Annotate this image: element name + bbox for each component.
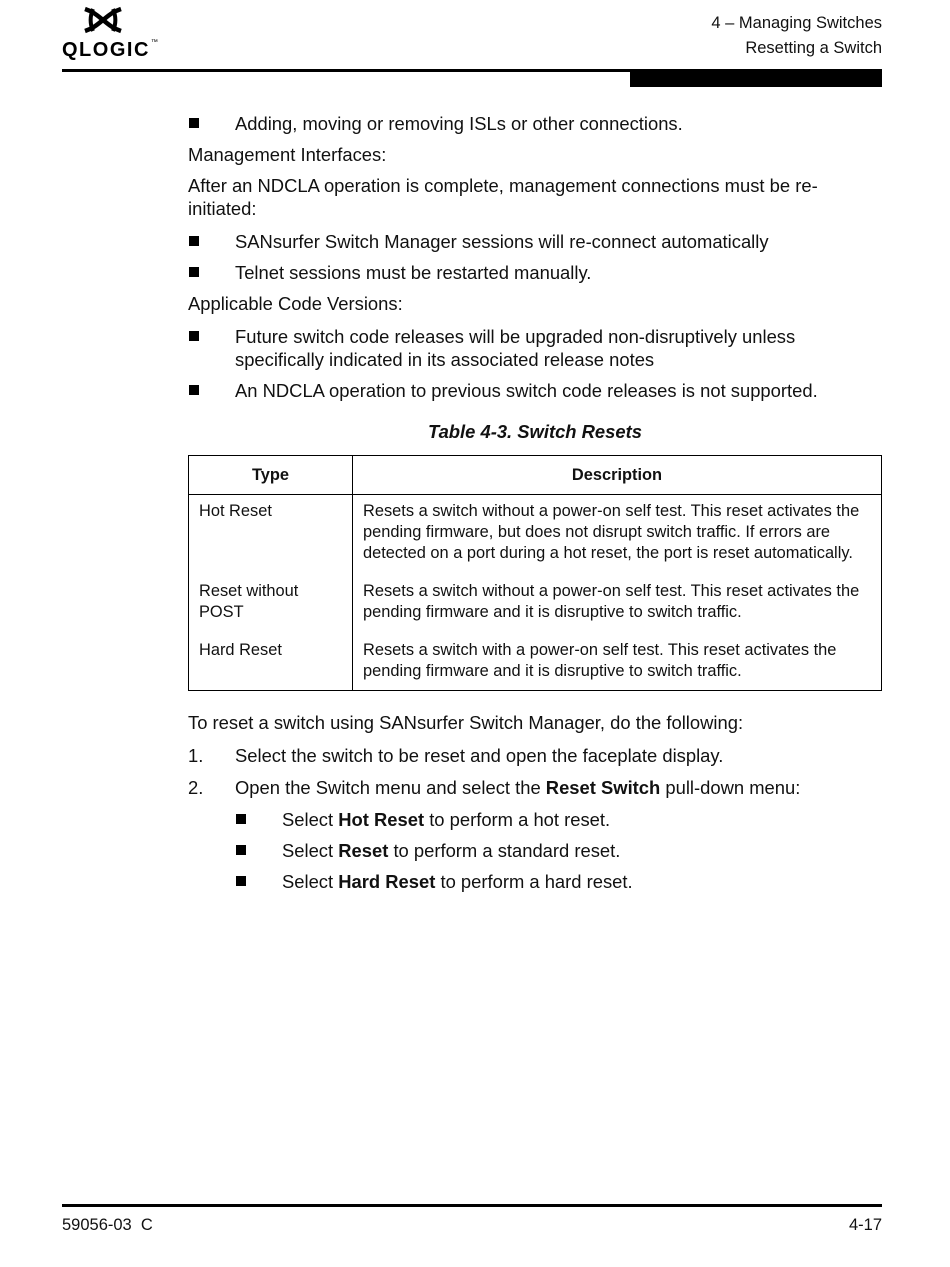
reset-type-cell: Hard Reset [189,628,353,691]
bullet-square-icon [189,236,199,246]
section-title: Resetting a Switch [745,39,882,57]
table-header-row [189,456,882,495]
reset-type-cell: Reset without POST [189,569,353,628]
bullet-square-icon [189,118,199,128]
step-number: 2. [188,777,204,798]
menu-name: Reset Switch [545,777,661,798]
bullet-square-icon [236,845,246,855]
sub-bullet-item: Select Hot Reset to perform a hot reset. [188,808,882,831]
running-header [711,11,882,61]
table-caption: Table 4-3. Switch Resets [428,421,642,442]
step-text: Select the switch to be reset and open the faceplate display. [235,745,724,766]
step-item [188,744,882,767]
step-item: 2. Open the Switch menu and select the Reset Switch pull-down menu: [188,777,801,798]
reset-description-cell: Resets a switch without a power-on self test. This reset activates the pending firmware and it is disruptive to switch traffic. [353,569,882,628]
footer-rule [62,1204,882,1207]
page-body [188,112,882,901]
table-row [189,569,882,628]
bullet-square-icon [236,814,246,824]
column-header-type: Type [189,456,353,495]
document-number: 59056-03 C [62,1216,153,1234]
bullet-square-icon [189,331,199,341]
reset-description-cell: Resets a switch with a power-on self test. This reset activates the pending firmware and it is disruptive to switch traffic. [353,628,882,691]
bullet-item: SANsurfer Switch Manager sessions will re-connect automatically [188,230,882,253]
bullet-square-icon [189,267,199,277]
bullet-item: An NDCLA operation to previous switch code releases is not supported. [188,379,882,402]
chapter-title: 4 – Managing Switches [711,14,882,32]
step-number: 1. [188,745,204,766]
bullet-square-icon [189,385,199,395]
header-tab-bar [630,69,882,87]
code-heading: Applicable Code Versions: [188,293,403,314]
procedure-intro: To reset a switch using SANsurfer Switch Manager, do the following: [188,712,744,733]
column-header-description: Description [353,456,882,495]
table-row [189,628,882,691]
bullet-square-icon [236,876,246,886]
logo-wordmark: QLOGIC™ [62,39,158,61]
reset-type-cell: Hot Reset [189,495,353,570]
switch-resets-table [188,455,882,691]
page-number: 4-17 [848,1216,882,1234]
bullet-item: Adding, moving or removing ISLs or other connections. [188,112,882,135]
mgmt-heading: Management Interfaces: [188,144,387,165]
bullet-item: Telnet sessions must be restarted manually. [188,261,882,284]
qlogic-logo-icon [82,6,124,34]
sub-bullet-item: Select Hard Reset to perform a hard reset. [188,870,882,893]
sub-bullet-item: Select Reset to perform a standard reset. [188,839,882,862]
table-row [189,495,882,570]
qlogic-logo [62,6,158,62]
reset-description-cell: Resets a switch without a power-on self test. This reset activates the pending firmware, but does not disrupt switch traffic. If errors are detected on a port during a hot reset, the port is reset automatically. [353,495,882,570]
bullet-item: Future switch code releases will be upgraded non-disruptively unless specifically indicated in its associated release notes [188,325,882,371]
mgmt-paragraph: After an NDCLA operation is complete, management connections must be re-initiated: [188,175,818,219]
